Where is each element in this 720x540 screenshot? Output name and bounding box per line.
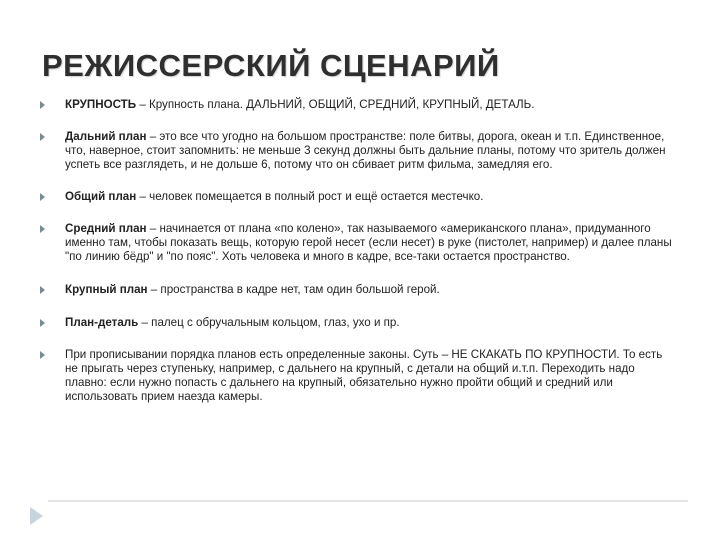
bullet-text: – палец с обручальным кольцом, глаз, ухо и пр. xyxy=(138,316,400,329)
bullet-term: КРУПНОСТЬ xyxy=(65,98,137,111)
bullet-text: – это все что угодно на большом пространстве: поле битвы, дорога, океан и т.п. Единственное, что, наверное, стоит запомнить: не меньше 3 секунд должны быть дальние планы, потому что зритель должен успеть все разглядеть, и не дольше 6, потому что он сбивает ритм фильма, замедляя его. xyxy=(65,130,666,171)
bullet-item-krupnyy-plan xyxy=(38,283,678,297)
bullet-term: Дальний план xyxy=(65,130,147,143)
bullet-term: Крупный план xyxy=(65,283,148,296)
bullet-item-obshchiy-plan xyxy=(38,190,678,204)
bullet-text: – пространства в кадре нет, там один большой герой. xyxy=(147,283,440,296)
bullet-term: Средний план xyxy=(65,222,147,235)
triangle-bullet-icon xyxy=(40,351,45,359)
bullet-list xyxy=(38,98,678,404)
bullet-item-sredniy-plan xyxy=(38,222,678,264)
triangle-bullet-icon xyxy=(40,225,45,233)
bullet-item-plan-detal xyxy=(38,316,678,330)
triangle-bullet-icon xyxy=(40,101,45,109)
bullet-text: – человек помещается в полный рост и ещё остается местечко. xyxy=(136,190,484,203)
triangle-bullet-icon xyxy=(40,286,45,294)
corner-arrow-icon xyxy=(30,507,43,525)
bullet-text: – Крупность плана. ДАЛЬНИЙ, ОБЩИЙ, СРЕДНИЙ, КРУПНЫЙ, ДЕТАЛЬ. xyxy=(136,98,535,111)
bullet-item-krupnost xyxy=(38,98,678,112)
triangle-bullet-icon xyxy=(40,319,45,327)
triangle-bullet-icon xyxy=(40,193,45,201)
footer-divider xyxy=(48,500,688,502)
bullet-item-dalniy-plan xyxy=(38,130,678,172)
bullet-text: При прописывании порядка планов есть определенные законы. Суть – НЕ СКАКАТЬ ПО КРУПНОСТИ. То есть не прыгать через ступеньку, например, с дальнего на крупный, с детали на общий и.т.п. Переходить надо плавно: если нужно попасть с дальнего на крупный, обязательно нужно пройти общий и средний или использовать прием наезда камеры. xyxy=(65,348,663,403)
bullet-text: – начинается от плана «по колено», так называемого «американского плана», придуманного именно там, чтобы показать вещь, которую герой несет (если несет) в руке (пистолет, например) и далее планы "по линию бёдр" и "по пояс". Хоть человека и много в кадре, все-таки остается пространство. xyxy=(65,222,672,263)
bullet-term: Общий план xyxy=(65,190,137,203)
bullet-item-zakony xyxy=(38,348,678,404)
bullet-term: План-деталь xyxy=(65,316,139,329)
triangle-bullet-icon xyxy=(40,133,45,141)
slide-title: РЕЖИССЕРСКИЙ СЦЕНАРИЙ xyxy=(42,48,500,83)
